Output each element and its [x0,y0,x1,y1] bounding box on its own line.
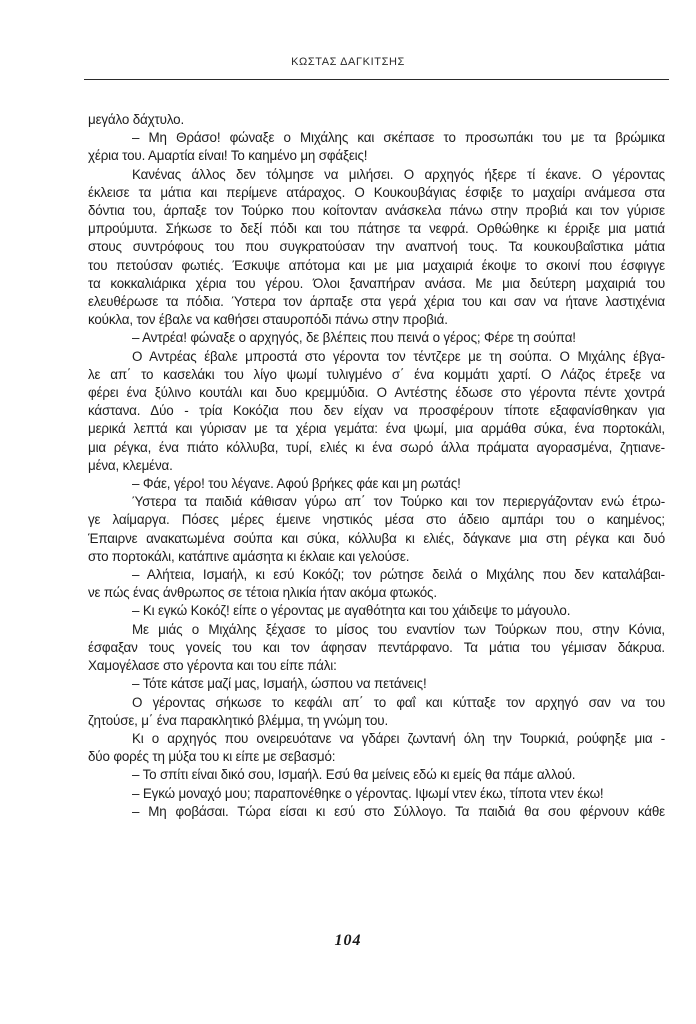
text-line: μερικά λεπτά και γύρισαν με τα χέρια γεμάτα: ένα ψωμί, μια αρμάθα σύκα, ένα πορτοκάλι, [88,421,665,437]
text-line: του πετούσαν φωτιές. Έσκυψε απότομα και με μια μαχαιριά έκοψε το σκοινί που έσφιγγε [88,257,665,273]
text-line: ελευθέρωσε τα πόδια. Ύστερα τον άρπαξε στα γερά χέρια του και σαν να ήτανε λαστιχένια [88,294,665,310]
text-line: – Τότε κάτσε μαζί μας, Ισμαήλ, ώσπου να πετάνεις! [132,676,427,692]
text-line: λε απ΄ το κασελάκι του λίγο ψωμί τυλιγμένο σ΄ ένα κομμάτι χαρτί. Ο Λάζος έτρεξε να [88,366,665,382]
page-number: 104 [334,932,362,949]
text-line: Ύστερα τα παιδιά κάθισαν γύρω απ΄ τον Τούρκο και τον περιεργάζονταν ενώ έτρω- [132,494,665,510]
text-line: ζητούσε, μ΄ ένα παρακλητικό βλέμμα, τη γνώμη του. [88,712,389,728]
running-header: ΚΩΣΤΑΣ ΔΑΓΚΙΤΣΗΣ [291,56,405,68]
text-line: δύο φορές τη μύξα του κι είπε με σεβασμό: [88,749,336,765]
text-line: δόντια του, άρπαξε τον Τούρκο που κοίτονταν ανάσκελα πάνω στην προβιά και τον γύρισε [88,203,665,219]
text-line: – Αντρέα! φώναξε ο αρχηγός, δε βλέπεις που πεινά ο γέρος; Φέρε τη σούπα! [132,330,576,346]
text-line: έσφαξαν τους γονείς του και τον άφησαν πεντάρφανο. Τα μάτια του γέμισαν δάκρυα. [88,639,665,655]
text-line: κάστανα. Δύο - τρία Κοκόζια που δεν είχαν να προσφέρουν τίποτε εξαφανίσθηκαν για [88,403,665,419]
text-line: – Αλήτεια, Ισμαήλ, κι εσύ Κοκόζι; τον ρώτησε δειλά ο Μιχάλης που δεν καταλάβαι- [132,567,665,583]
text-line: χέρια του. Αμαρτία είναι! Το καημένο μη σφάξεις! [88,148,368,164]
text-line: στο πορτοκάλι, κατάπινε αμάσητα κι έκλαιε και γελούσε. [88,548,410,564]
text-line: φέρει ένα ξύλινο κουτάλι και δυο κρεμμύδια. Ο Αντέστης έδωσε στο γέροντα πέντε χοντρά [88,385,665,401]
text-line: μεγάλο δάχτυλο. [88,112,185,127]
text-line: – Το σπίτι είναι δικό σου, Ισμαήλ. Εσύ θα μείνεις εδώ κι εμείς θα πάμε αλλού. [132,767,576,783]
header-rule [84,79,669,80]
text-line: Έπαιρνε ανακατωμένα σούπα και σύκα, κόλλυβα κι ελιές, δάγκανε μια στη ρέγκα και δυό [88,530,665,546]
text-line: μένα, κλεμένα. [88,457,173,473]
text-line: μπρούμυτα. Σήκωσε το δεξί πόδι και του πάτησε τα νεφρά. Ορθώθηκε κι έρριξε μια ματιά [88,221,665,237]
text-line: – Μη Θράσο! φώναξε ο Μιχάλης και σκέπασε το προσωπάκι του με τα βρώμικα [132,130,665,146]
text-line: μια ρέγκα, ένα πιάτο κόλλυβα, τυρί, ελιές κι ένα σωρό άλλα πράματα αγορασμένα, ζητιανε- [88,439,665,455]
text-line: Κι ο αρχηγός που ονειρευότανε να γδάρει ζωντανή όλη την Τουρκιά, ρούφηξε μια - [132,730,665,746]
text-line: έκλεισε τα μάτια και περίμενε ατάραχος. Ο Κουκουβάγιας έσφιξε το μαχαίρι ανάμεσα στα [88,184,665,200]
text-line: Κανένας άλλος δεν τόλμησε να μιλήσει. Ο αρχηγός ήξερε τί έκανε. Ο γέροντας [132,166,665,182]
text-line: τα κοκκαλιάρικα χέρια του γέρου. Όλοι ξαναπήραν ανάσα. Με μια δεύτερη μαχαιριά του [88,275,665,291]
text-line: Με μιάς ο Μιχάλης ξέχασε το μίσος του εναντίον των Τούρκων που, στην Κόνια, [132,621,665,637]
text-line: – Μη φοβάσαι. Τώρα είσαι κι εσύ στο Σύλλογο. Τα παιδιά θα σου φέρνουν κάθε [132,803,665,819]
text-line: Χαμογέλασε στο γέροντα και του είπε πάλι: [88,658,337,674]
body-text [88,111,665,821]
text-line: – Εγκώ μοναχό μου; παραπονέθηκε ο γέροντας. Ιψωμί ντεν έκω, τίποτα ντεν έκω! [132,785,604,801]
text-line: γε λαίμαργα. Πόσες μέρες έμεινε νηστικός μέσα στο άδειο αμπάρι του ο καημένος; [88,512,665,528]
text-line: Ο Αντρέας έβαλε μπροστά στο γέροντα τον τέντζερε με τη σούπα. Ο Μιχάλης έβγα- [132,348,665,364]
text-line: – Φάε, γέρο! του λέγανε. Αφού βρήκες φάε και μη ρωτάς! [132,476,461,492]
text-line: στους συντρόφους του που συγκρατούσαν την αναπνοή τους. Τα κουκουβαΐστικα μάτια [88,239,665,255]
text-line: κούκλα, τον έβαλε να καθήσει σταυροπόδι πάνω στην προβιά. [88,312,448,328]
text-line: Ο γέροντας σήκωσε το κεφάλι απ΄ το φαΐ και κύτταξε τον αρχηγό σαν να του [132,694,665,710]
text-line: – Κι εγκώ Κοκόζ! είπε ο γέροντας με αγαθότητα και του χάιδεψε το μάγουλο. [132,603,571,619]
text-line: νε πώς ένας άνθρωπος σε τέτοια ηλικία ήταν ακόμα φτωκός. [88,585,437,601]
